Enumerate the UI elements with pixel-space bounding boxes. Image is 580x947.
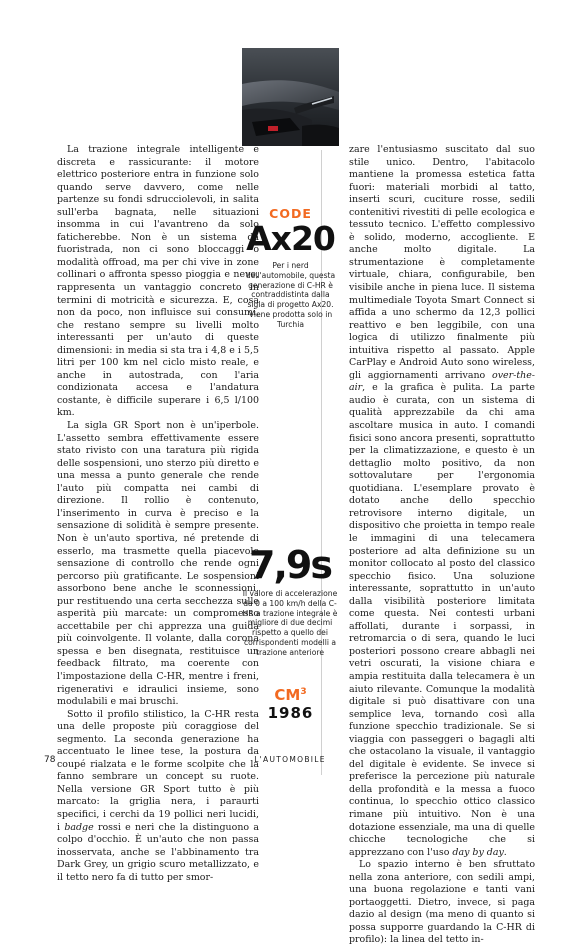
magazine-name: L'AUTOMOBILE xyxy=(254,755,326,764)
article-right-column xyxy=(349,144,535,947)
acceleration-value: 7,9s xyxy=(249,543,331,587)
paragraph: zare l'entusiasmo suscitato dal suo stile unico. Dentro, l'abitacolo mantiene la promessa estetica fatta fuori: materiali morbidi al tatto, inserti scuri, cuciture rosse, sedili contenitivi rivestiti di pelle ecologica e tessuto tecnico. L'effetto complessivo è solido, moderno, accogliente. E anche molto digitale. La strumentazione è completamente virtuale, chiara, configurabile, ben visibile anche in piena luce. Il sistema multimediale Toyota Smart Connect si affida a uno schermo da 12,3 pollici reattivo e ben leggibile, con una logica di utilizzo finalmente più intuitiva rispetto al passato. Apple CarPlay e Android Auto sono wireless, gli aggiornamenti arrivano over-the-air, e la grafica è pulita. La parte audio è curata, con un sistema di qualità apprezzabile da chi ama ascoltare musica in auto. I comandi fisici sono ancora presenti, soprattutto per la climatizzazione, e questo è un dettaglio molto positivo, da non sottovalutare per l'ergonomia quotidiana. L'esemplare provato è dotato anche dello specchio retrovisore interno digitale, un dispositivo che proietta in tempo reale le immagini di una telecamera posteriore ad alta definizione su un monitor collocato al posto del classico specchio fisico. Una soluzione interessante, soprattutto in un'auto dalla visibilità posteriore limitata come questa. Nei contesti urbani affollati, durante i sorpassi, in retromarcia o di sera, quando le luci posteriori possono creare abbagli nei vetri oscurati, la visione chiara e ampia restituita dalla telecamera è un aiuto rilevante. Comunque la modalità digitale si può disattivare con una semplice leva, tornando così alla funzione specchio tradizionale. Se si viaggia con passeggeri o bagagli alti che ostacolano la visuale, il vantaggio del digitale è evidente. Se invece si preferisce la percezione più naturale della profondità e la messa a fuoco continua, lo specchio ottico classico rimane più intuitivo. Non è una dotazione essenziale, ma una di quelle chicche tecnologiche che si apprezzano con l'uso day by day. xyxy=(349,144,535,858)
displacement-value: 1986 xyxy=(267,704,314,722)
code-value: Ax20 xyxy=(246,219,335,258)
acceleration-block xyxy=(240,545,340,658)
car-front-photo xyxy=(242,48,339,146)
paragraph: Lo spazio interno è ben sfruttato nella zona anteriore, con sedili ampi, una buona regolazione e tanti vani portaoggetti. Dietro, invece, si paga dazio al design (ma meno di quanto si possa supporre guardando la C-HR di profilo): la linea del tetto in- xyxy=(349,859,535,946)
acceleration-caption: Il valore di accelerazione da 0 a 100 km/h della C-HR a trazione integrale è migliore di due decimi rispetto a quello dei corrispondenti modelli a trazione anteriore xyxy=(242,589,338,657)
code-block xyxy=(242,206,339,330)
paragraph: La sigla GR Sport non è un'iperbole. L'assetto sembra effettivamente essere stato rivisto con una taratura più rigida delle sospensioni, uno sterzo più diretto e una messa a punto generale che rende l'auto più compatta nei cambi di direzione. Il rollio è contenuto, l'inserimento in curva è preciso e la sensazione di solidità è sempre presente. Non è un'auto sportiva, né pretende di esserlo, ma trasmette quella piacevole sensazione di controllo che rende ogni percorso più gratificante. Le sospensioni assorbono bene anche le sconnessioni, pur restituendo una certa secchezza sulle asperità più marcate: un compromesso accettabile per chi apprezza una guida più coinvolgente. Il volante, dalla corona spessa e ben disegnata, restituisce un feedback filtrato, ma coerente con l'impostazione della C-HR, mentre i freni, rigenerativi e idraulici insieme, sono modulabili e mai bruschi. xyxy=(57,420,259,708)
code-label: CODE xyxy=(269,206,312,221)
code-caption: Per i nerd dell'automobile, questa generazione di C-HR è contraddistinta dalla sigla di progetto Ax20. Viene prodotta solo in Turchia xyxy=(245,261,336,329)
paragraph: La trazione integrale intelligente è discreta e rassicurante: il motore elettrico posteriore entra in funzione solo quando serve davvero, come nelle partenze su fondi sdrucciolevoli, in salita sull'erba bagnata, nelle situazioni insomma in cui l'avantreno da solo faticherebbe. Non è un sistema da fuoristrada, non ci sono bloccaggi o modalità offroad, ma per chi vive in zone collinari o affronta spesso pioggia e neve, rappresenta un vantaggio concreto in termini di motricità e sicurezza. E, cosa non da poco, non influisce sui consumi, che restano sempre su livelli molto interessanti per un'auto di queste dimensioni: in media si sta tra i 4,8 e i 5,5 litri per 100 km nel ciclo misto reale, e anche in autostrada, con l'aria condizionata accesa e l'andatura costante, è difficile superare i 6,5 l/100 km. xyxy=(57,144,259,419)
displacement-unit: $CM^3$ xyxy=(274,686,307,704)
paragraph: Sotto il profilo stilistico, la C-HR resta una delle proposte più coraggiose del segmento. La seconda generazione ha accentuato le linee tese, la postura da coupé rialzata e le forme scolpite che la fanno sembrare un concept su ruote. Nella versione GR Sport tutto è più marcato: la griglia nera, i paraurti specifici, i cerchi da 19 pollici neri lucidi, i badge rossi e neri che la distinguono a colpo d'occhio. È un'auto che non passa inosservata, anche se l'abbinamento tra Dark Grey, un grigio scuro metallizzato, e il tetto nero fa di tutto per smor- xyxy=(57,708,259,883)
article-left-column xyxy=(57,144,259,884)
page-number: 78 xyxy=(44,755,56,765)
displacement-block xyxy=(242,686,339,722)
